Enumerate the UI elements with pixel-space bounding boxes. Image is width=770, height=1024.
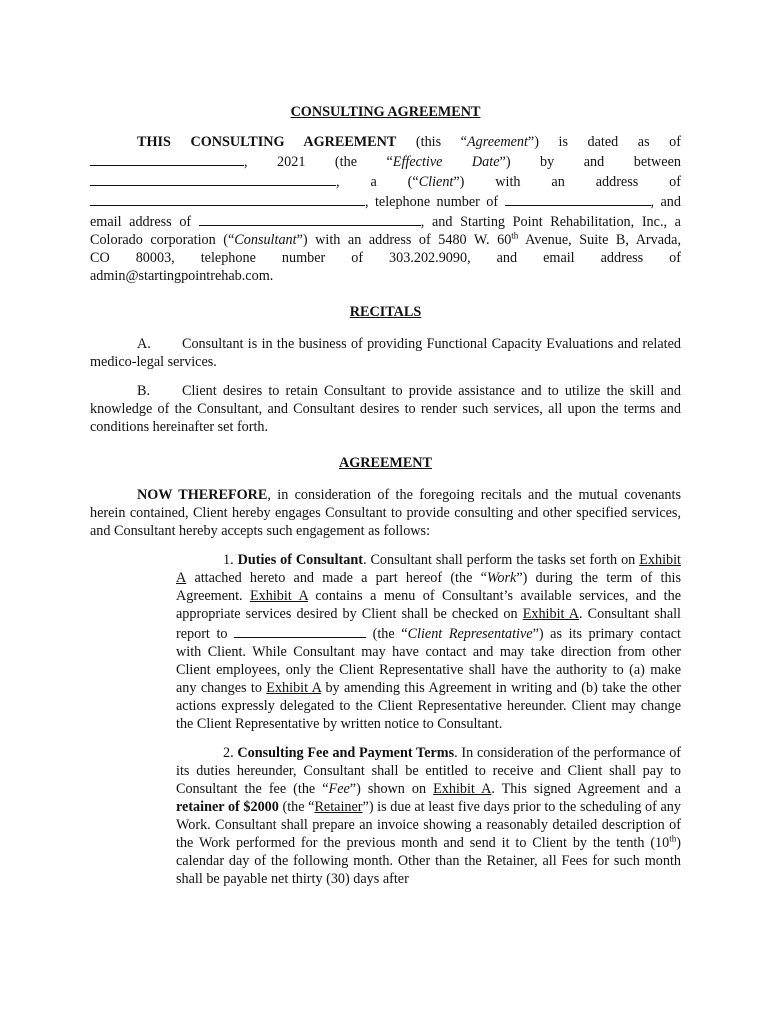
- intro-paragraph: [90, 133, 681, 285]
- client-term: Client: [418, 174, 454, 190]
- consultant-email: admin@startingpointrehab.com.: [90, 268, 274, 284]
- recital-a-letter: A.: [137, 336, 151, 352]
- recitals-heading: RECITALS: [349, 304, 422, 320]
- now-therefore-lead: NOW THEREFORE: [137, 487, 268, 503]
- agreement-term: Agreement: [466, 134, 528, 150]
- intro-line-4: , telephone number of , and: [90, 191, 681, 211]
- client-email-blank[interactable]: [199, 211, 421, 226]
- section-1-number: 1.: [223, 552, 234, 568]
- retainer-term: Retainer: [314, 799, 363, 815]
- exhibit-a-link: Exhibit A: [176, 552, 681, 586]
- intro-line-3: , a (“Client”) with an address of: [90, 171, 681, 191]
- client-telephone-blank[interactable]: [505, 191, 651, 206]
- exhibit-a-link: Exhibit A: [522, 606, 580, 622]
- intro-line-5: email address of , and Starting Point Rehabilitation, Inc., a: [90, 211, 681, 231]
- section-1-heading: Duties of Consultant: [237, 552, 363, 568]
- section-2-fees: 2. Consulting Fee and Payment Terms. In consideration of the performance of its duties hereunder, Consultant shall be entitled to receive and Client shall pay to Consultant the fee (the “Fee”) shown on Exhibit A. This signed Agreement and a retainer of $2000 (the “Retainer”) is due at least five days prior to the scheduling of any Work. Consultant shall prepare an invoice showing a reasonably detailed description of the Work performed for the previous month and send it to Client by the tenth (10th) calendar day of the following month. Other than the Retainer, all Fees for such month shall be payable net thirty (30) days after: [176, 745, 682, 887]
- intro-line-8: [90, 267, 681, 285]
- intro-lead: THIS CONSULTING AGREEMENT: [137, 134, 397, 150]
- exhibit-a-link: Exhibit A: [250, 588, 308, 604]
- recital-a: A. Consultant is in the business of providing Functional Capacity Evaluations and related medico-legal services.: [90, 336, 681, 370]
- effective-date-term: Effective Date: [392, 154, 500, 170]
- date-blank[interactable]: [90, 151, 244, 166]
- agreement-heading: AGREEMENT: [338, 455, 432, 471]
- client-address-blank[interactable]: [90, 191, 365, 206]
- fee-term: Fee: [328, 781, 350, 797]
- client-representative-term: Client Representative: [407, 626, 533, 642]
- section-2-number: 2.: [223, 745, 234, 761]
- intro-line-2: , 2021 (the “Effective Date”) by and between: [90, 151, 681, 171]
- recital-b: B. Client desires to retain Consultant to provide assistance and to utilize the skill and knowledge of the Consultant, and Consultant desires to render such services, all upon the terms and conditions hereinafter set forth.: [90, 383, 681, 435]
- intro-line-7: CO 80003, telephone number of 303.202.9090, and email address of: [90, 250, 681, 266]
- exhibit-a-link: Exhibit A: [433, 781, 492, 797]
- consultant-term: Consultant: [234, 232, 297, 248]
- now-therefore-paragraph: NOW THEREFORE, in consideration of the foregoing recitals and the mutual covenants herein contained, Client hereby engages Consultant to provide consulting and other specified services, and Consultant hereby accepts such engagement as follows:: [90, 487, 681, 539]
- exhibit-a-link: Exhibit A: [266, 680, 322, 696]
- retainer-amount: retainer of $2000: [176, 799, 279, 815]
- work-term: Work: [486, 570, 517, 586]
- section-2-heading: Consulting Fee and Payment Terms: [237, 745, 455, 761]
- client-name-blank[interactable]: [90, 171, 336, 186]
- recital-b-letter: B.: [137, 383, 151, 399]
- document-title: CONSULTING AGREEMENT: [290, 104, 481, 120]
- section-1-duties: 1. Duties of Consultant. Consultant shall perform the tasks set forth on Exhibit A attached hereto and made a part hereof (the “Work”) during the term of this Agreement. Exhibit A contains a menu of Consultant’s available services, and the appropriate services desired by Client shall be checked on Exhibit A. Consultant shall report to (the “Client Representative”) as its primary contact with Client. While Consultant may have contact and may take direction from other Client employees, only the Client Representative shall have the authority to (a) make any changes to Exhibit A by amending this Agreement in writing and (b) take the other actions expressly delegated to the Client Representative hereunder. Client may change the Client Representative by written notice to Consultant.: [176, 552, 682, 732]
- intro-line-1: THIS CONSULTING AGREEMENT (this “Agreement”) is dated as of: [137, 134, 681, 150]
- intro-line-6: Colorado corporation (“Consultant”) with an address of 5480 W. 60th Avenue, Suite B, Arvada,: [90, 230, 681, 248]
- client-representative-blank[interactable]: [234, 623, 366, 638]
